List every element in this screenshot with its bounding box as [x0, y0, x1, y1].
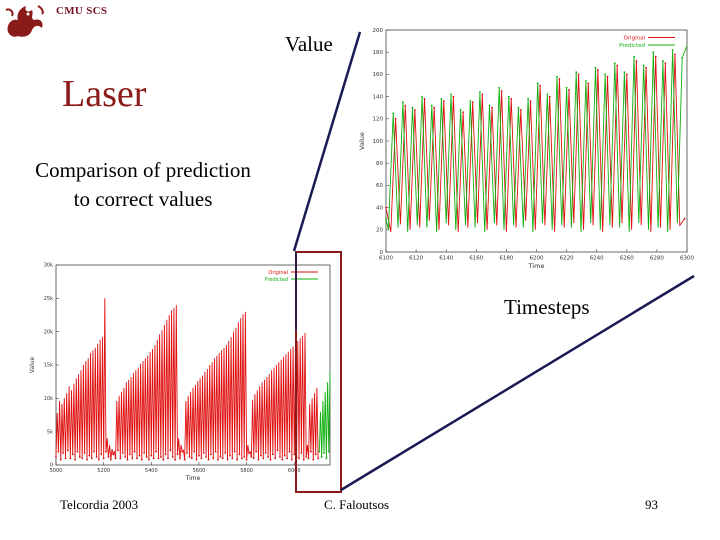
- y-tick-label: 20: [376, 227, 383, 234]
- x-tick-label: 6120: [409, 255, 424, 262]
- footer-page-number: 93: [645, 497, 658, 512]
- x-axis-label: Time: [528, 262, 545, 270]
- x-tick-label: 6300: [680, 255, 694, 262]
- timesteps-annotation: Timesteps: [504, 295, 590, 319]
- connector-line-bottom: [341, 276, 694, 490]
- x-tick-label: 6200: [529, 255, 544, 262]
- y-axis-label: Value: [29, 356, 36, 374]
- x-tick-label: 6220: [559, 255, 574, 262]
- y-tick-label: 100: [372, 138, 383, 145]
- y-tick-label: 120: [372, 116, 383, 123]
- legend-label: Predicted: [264, 277, 288, 283]
- x-tick-label: 5400: [144, 468, 158, 474]
- subtitle-line-1: Comparison of prediction: [35, 158, 251, 182]
- x-tick-label: 5200: [97, 468, 111, 474]
- y-tick-label: 15k: [43, 362, 53, 369]
- y-tick-label: 0: [379, 249, 383, 256]
- x-tick-label: 5600: [192, 468, 206, 474]
- connector-line-top: [294, 32, 360, 251]
- x-tick-label: 6140: [439, 255, 454, 262]
- x-tick-label: 5000: [49, 468, 63, 474]
- y-tick-label: 5k: [46, 429, 53, 436]
- subtitle-line-2: to correct values: [73, 187, 213, 211]
- x-tick-label: 6100: [379, 255, 393, 262]
- y-tick-label: 30k: [43, 262, 53, 269]
- x-axis-label: Time: [185, 475, 201, 482]
- legend-label: Original: [268, 270, 288, 276]
- y-axis-label: Value: [358, 132, 366, 150]
- footer-author: C. Faloutsos: [324, 497, 390, 512]
- legend-label: Predicted: [619, 43, 645, 49]
- x-tick-label: 6260: [619, 255, 634, 262]
- legend-label: Original: [623, 35, 645, 42]
- y-tick-label: 40: [376, 205, 383, 212]
- y-tick-label: 60: [376, 183, 383, 190]
- footer-left-text: Telcordia 2003: [60, 497, 139, 512]
- brand-label: CMU SCS: [56, 5, 108, 17]
- y-tick-label: 80: [376, 161, 383, 168]
- x-tick-label: 6160: [469, 255, 484, 262]
- x-tick-label: 6280: [649, 255, 664, 262]
- value-annotation: Value: [285, 32, 333, 56]
- y-tick-label: 10k: [43, 396, 53, 402]
- y-tick-label: 25k: [43, 296, 53, 302]
- y-tick-label: 180: [372, 50, 383, 57]
- y-tick-label: 200: [372, 27, 383, 34]
- slide-title: Laser: [62, 73, 147, 115]
- y-tick-label: 140: [372, 94, 383, 101]
- x-tick-label: 6240: [589, 255, 604, 262]
- x-tick-label: 6180: [499, 255, 514, 262]
- x-tick-label: 6000: [287, 468, 301, 474]
- x-tick-label: 5800: [240, 468, 253, 474]
- y-tick-label: 0: [49, 462, 53, 469]
- y-tick-label: 20k: [43, 329, 53, 336]
- zoom-region-box: [296, 252, 341, 492]
- y-tick-label: 160: [372, 72, 383, 79]
